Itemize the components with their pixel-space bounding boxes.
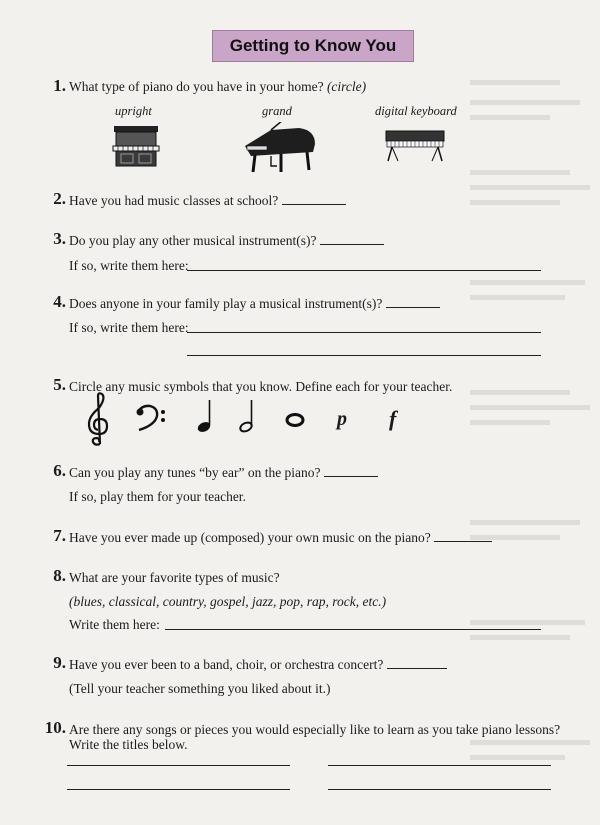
answer-blank[interactable]	[386, 296, 440, 308]
question-number: 10.	[44, 718, 66, 737]
question-number: 9.	[53, 653, 66, 672]
quarter-note-icon[interactable]	[196, 399, 214, 433]
question-text: Can you play any tunes “by ear” on the piano?	[69, 465, 321, 480]
answer-blank[interactable]	[320, 233, 384, 245]
question-10-followup: Write the titles below.	[69, 737, 188, 752]
question-9	[69, 657, 447, 673]
question-10: Are there any songs or pieces you would especially like to learn as you take piano lessons?	[69, 722, 561, 737]
question-number: 5.	[53, 375, 66, 394]
write-in-line[interactable]	[187, 332, 541, 333]
question-text: Does anyone in your family play a musical instrument(s)?	[69, 296, 383, 311]
write-in-line[interactable]	[187, 355, 541, 356]
question-6-followup: If so, play them for your teacher.	[69, 489, 246, 504]
option-upright-label: upright	[115, 104, 152, 118]
title-line[interactable]	[67, 765, 290, 766]
question-7	[69, 530, 492, 546]
question-text: Have you ever made up (composed) your own music on the piano?	[69, 530, 431, 545]
question-number: 3.	[53, 229, 66, 248]
question-number: 1.	[53, 76, 66, 95]
write-in-line[interactable]	[187, 270, 541, 271]
question-2	[69, 193, 346, 209]
grand-piano-icon[interactable]	[241, 122, 319, 176]
title-line[interactable]	[328, 765, 551, 766]
question-number: 2.	[53, 189, 66, 208]
page-title: Getting to Know You	[212, 30, 414, 62]
write-in-line[interactable]	[165, 629, 541, 630]
question-text: What type of piano do you have in your home?	[69, 79, 324, 94]
question-9-followup: (Tell your teacher something you liked about it.)	[69, 681, 331, 696]
answer-blank[interactable]	[387, 657, 447, 669]
question-5: Circle any music symbols that you know. Define each for your teacher.	[69, 379, 453, 394]
question-3-followup: If so, write them here:	[69, 258, 189, 273]
question-number: 4.	[53, 292, 66, 311]
question-note: (circle)	[326, 79, 367, 94]
option-digital-keyboard-label: digital keyboard	[375, 104, 457, 118]
question-8-followup: Write them here:	[69, 617, 160, 632]
bleed-through-text	[470, 60, 600, 820]
answer-blank[interactable]	[434, 530, 492, 542]
half-note-icon[interactable]	[238, 399, 256, 433]
option-grand-label: grand	[262, 104, 292, 118]
question-text: Have you had music classes at school?	[69, 193, 279, 208]
answer-blank[interactable]	[282, 193, 346, 205]
question-number: 8.	[53, 566, 66, 585]
question-3	[69, 233, 384, 249]
question-number: 7.	[53, 526, 66, 545]
whole-note-icon[interactable]	[285, 413, 305, 427]
question-8: What are your favorite types of music?	[69, 570, 280, 585]
music-genres-list: (blues, classical, country, gospel, jazz, pop, rap, rock, etc.)	[69, 594, 387, 609]
question-1	[69, 79, 366, 95]
upright-piano-icon[interactable]	[112, 124, 160, 168]
question-text: Have you ever been to a band, choir, or orchestra concert?	[69, 657, 384, 672]
bass-clef-icon[interactable]	[134, 404, 168, 432]
question-text: Do you play any other musical instrument(s)?	[69, 233, 317, 248]
question-4-followup: If so, write them here:	[69, 320, 189, 335]
question-6	[69, 465, 378, 481]
forte-dynamic-icon[interactable]: f	[389, 406, 397, 431]
answer-blank[interactable]	[324, 465, 378, 477]
piano-dynamic-icon[interactable]: p	[337, 408, 347, 430]
question-number: 6.	[53, 461, 66, 480]
treble-clef-icon[interactable]	[85, 392, 113, 448]
digital-keyboard-icon[interactable]	[384, 127, 446, 163]
title-line[interactable]	[67, 789, 290, 790]
title-line[interactable]	[328, 789, 551, 790]
question-4	[69, 296, 440, 312]
